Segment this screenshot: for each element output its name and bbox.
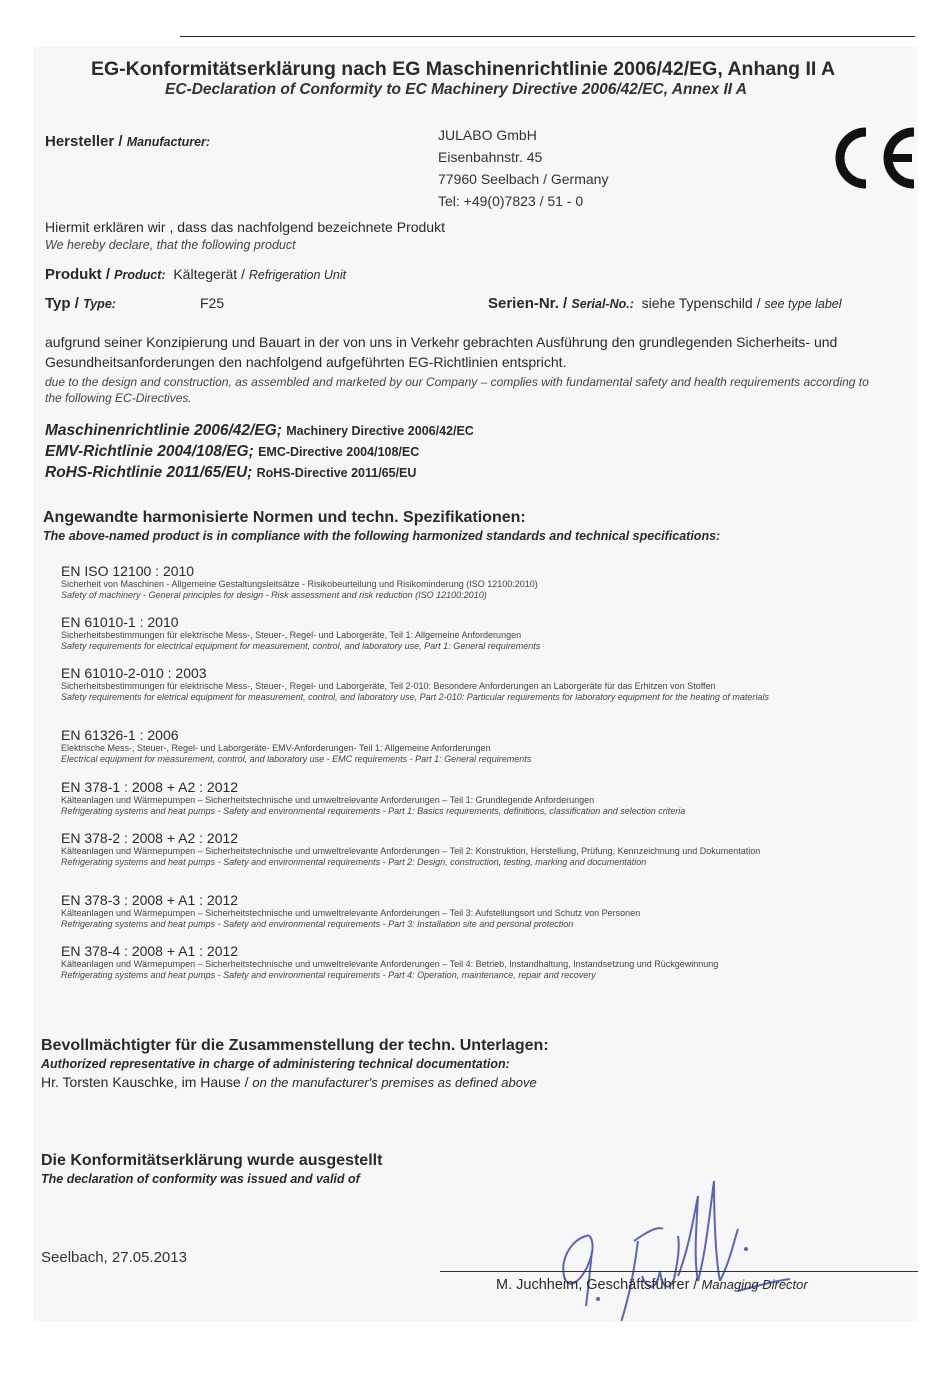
standards-heading: Angewandte harmonisierte Normen und techn. Spezifikationen: [43,509,526,526]
standard-code: EN 378-3 : 2008 + A1 : 2012 [61,892,239,908]
issued-heading: Die Konformitätserklärung wurde ausgestellt [41,1152,383,1169]
standard-item [61,943,881,981]
type-label [45,295,116,312]
serial-value-de: siehe Typenschild / [641,295,765,311]
manufacturer-address [438,124,608,212]
compliance-de: aufgrund seiner Konzipierung und Bauart in der von uns in Verkehr gebrachten Ausführung den grundlegenden Sicherheits- und Gesundheitsanforderungen den nachfolgend aufgeführten EG-Richtlinien entspricht. [45,334,838,370]
manufacturer-label-en: Manufacturer: [126,135,211,149]
declaration-page [33,46,918,1322]
authorized-heading-en: Authorized representative in charge of administering technical documentation: [41,1057,510,1071]
product-value-en: Refrigeration Unit [248,268,347,282]
standard-desc-en: Refrigerating systems and heat pumps - Safety and environmental requirements - Part 3: Installation site and personal protection [61,919,574,929]
directive-de: RoHS-Richtlinie 2011/65/EU; [45,464,257,481]
ce-mark-icon [826,122,918,194]
standard-desc-en: Refrigerating systems and heat pumps - Safety and environmental requirements - Part 1: Basics requirements, definitions, classification and selection criteria [61,806,686,816]
address-line: 77960 Seelbach / Germany [438,171,609,187]
standard-desc-de: Elektrische Mess-, Steuer-, Regel- und Laborgeräte- EMV-Anforderungen- Teil 1: Allgemeine Anforderungen [61,743,491,753]
standard-item [61,563,881,601]
product-label-de: Produkt / [45,266,115,283]
standard-item [61,830,881,868]
standard-code: EN ISO 12100 : 2010 [61,563,195,579]
standard-item [61,892,881,930]
serial-row [488,295,842,312]
intro-en: We hereby declare, that the following product [45,238,296,252]
signer [496,1277,808,1293]
directive-machinery [45,422,474,440]
standard-desc-de: Kälteanlagen und Wärmepumpen – Sicherheitstechnische und umweltrelevante Anforderungen – Teil 1: Grundlegende Anforderungen [61,795,595,805]
type-value: F25 [200,295,225,311]
standard-code: EN 378-2 : 2008 + A2 : 2012 [61,830,239,846]
top-rule [180,36,915,37]
product-value-de: Kältegerät / [173,266,249,282]
address-line: JULABO GmbH [438,127,537,143]
directive-en: Machinery Directive 2006/42/EC [286,424,474,438]
serial-label-en: Serial-No.: [571,297,634,311]
standard-desc-de: Sicherheit von Maschinen - Allgemeine Gestaltungsleitsätze - Risikobeurteilung und Risikominderung (ISO 12100:2010) [61,579,538,589]
address-line: Tel: +49(0)7823 / 51 - 0 [438,193,584,209]
authorized-heading: Bevollmächtigter für die Zusammenstellung der techn. Unterlagen: [41,1037,549,1054]
standard-desc-en: Safety of machinery - General principles for design - Risk assessment and risk reduction (ISO 12100:2010) [61,590,487,600]
directive-de: EMV-Richtlinie 2004/108/EG; [45,443,259,460]
address-line: Eisenbahnstr. 45 [438,149,543,165]
directive-emc [45,443,419,461]
standard-item [61,665,881,703]
intro-text [45,218,445,254]
directive-de: Maschinenrichtlinie 2006/42/EG; [45,422,287,439]
signer-title: Managing Director [701,1277,808,1292]
product-label-en: Product: [114,268,166,282]
authorized-name: Hr. Torsten Kauschke, im Hause / [41,1074,253,1090]
standard-desc-de: Kälteanlagen und Wärmepumpen – Sicherheitstechnische und umweltrelevante Anforderungen – Teil 4: Betrieb, Instandhaltung, Instandsetzung und Rückgewinnung [61,959,719,969]
manufacturer-label [45,133,210,150]
authorized-representative [41,1074,537,1090]
standard-code: EN 61010-1 : 2010 [61,614,179,630]
directive-en: EMC-Directive 2004/108/EC [258,445,420,459]
title-english: EC-Declaration of Conformity to EC Machinery Directive 2006/42/EC, Annex II A [165,81,747,98]
standard-code: EN 378-1 : 2008 + A2 : 2012 [61,779,239,795]
directive-rohs [45,464,416,482]
standard-desc-en: Electrical equipment for measurement, control, and laboratory use - EMC requirements - Part 1: General requirements [61,754,532,764]
standard-desc-en: Safety requirements for eletrical equipment for measurement, control, and laboratory use, Part 2-010: Particular requirements for laboratory equipment for the heating of materials [61,692,769,702]
standard-desc-de: Sicherheitsbestimmungen für elektrische Mess-, Steuer-, Regel- und Laborgeräte, Teil 2-010: Besondere Anforderungen an Laborgeräte für das Erhitzen von Stoffen [61,681,716,691]
standard-code: EN 61326-1 : 2006 [61,727,179,743]
standard-desc-de: Sicherheitsbestimmungen für elektrische Mess-, Steuer-, Regel- und Laborgeräte, Teil 1: Allgemeine Anforderungen [61,630,522,640]
authorized-location: on the manufacturer's premises as defined above [252,1075,537,1090]
standard-desc-en: Refrigerating systems and heat pumps - Safety and environmental requirements - Part 4: Operation, maintenance, repair and recovery [61,970,596,980]
directive-en: RoHS-Directive 2011/65/EU [256,466,417,480]
type-label-de: Typ / [45,295,84,312]
compliance-en: due to the design and construction, as assembled and marketed by our Company – complies with fundamental safety and health requirements according to the following EC-Directives. [45,375,869,405]
signature-line [440,1271,918,1272]
standard-item [61,727,881,765]
product-row [45,266,346,283]
issued-heading-en: The declaration of conformity was issued and valid of [41,1172,360,1186]
serial-label-de: Serien-Nr. / [488,295,572,312]
standard-code: EN 61010-2-010 : 2003 [61,665,207,681]
standard-item [61,614,881,652]
place-date: Seelbach, 27.05.2013 [41,1249,187,1266]
signer-name: M. Juchheim, Geschäftsführer / [496,1277,702,1293]
standard-desc-en: Safety requirements for electrical equipment for measurement, control, and laboratory use, Part 1: General requirements [61,641,541,651]
serial-value-en: see type label [764,297,842,311]
title-german: EG-Konformitätserklärung nach EG Maschinenrichtlinie 2006/42/EG, Anhang II A [91,58,836,80]
standard-desc-en: Refrigerating systems and heat pumps - Safety and environmental requirements - Part 2: Design, construction, testing, marking and documentation [61,857,647,867]
standard-desc-de: Kälteanlagen und Wärmepumpen – Sicherheitstechnische und umweltrelevante Anforderungen – Teil 2: Konstruktion, Herstellung, Prüfung, Kennzeichnung und Dokumentation [61,846,761,856]
standard-code: EN 378-4 : 2008 + A1 : 2012 [61,943,239,959]
manufacturer-label-de: Hersteller / [45,133,127,150]
signature-icon [538,1141,798,1321]
standard-desc-de: Kälteanlagen und Wärmepumpen – Sicherheitstechnische und umweltrelevante Anforderungen – Teil 3: Aufstellungsort und Schutz von Personen [61,908,641,918]
standards-heading-en: The above-named product is in compliance with the following harmonized standards and technical specifications: [43,529,721,543]
intro-de: Hiermit erklären wir , dass das nachfolgend bezeichnete Produkt [45,219,445,235]
standard-item [61,779,881,817]
type-label-en: Type: [83,297,116,311]
